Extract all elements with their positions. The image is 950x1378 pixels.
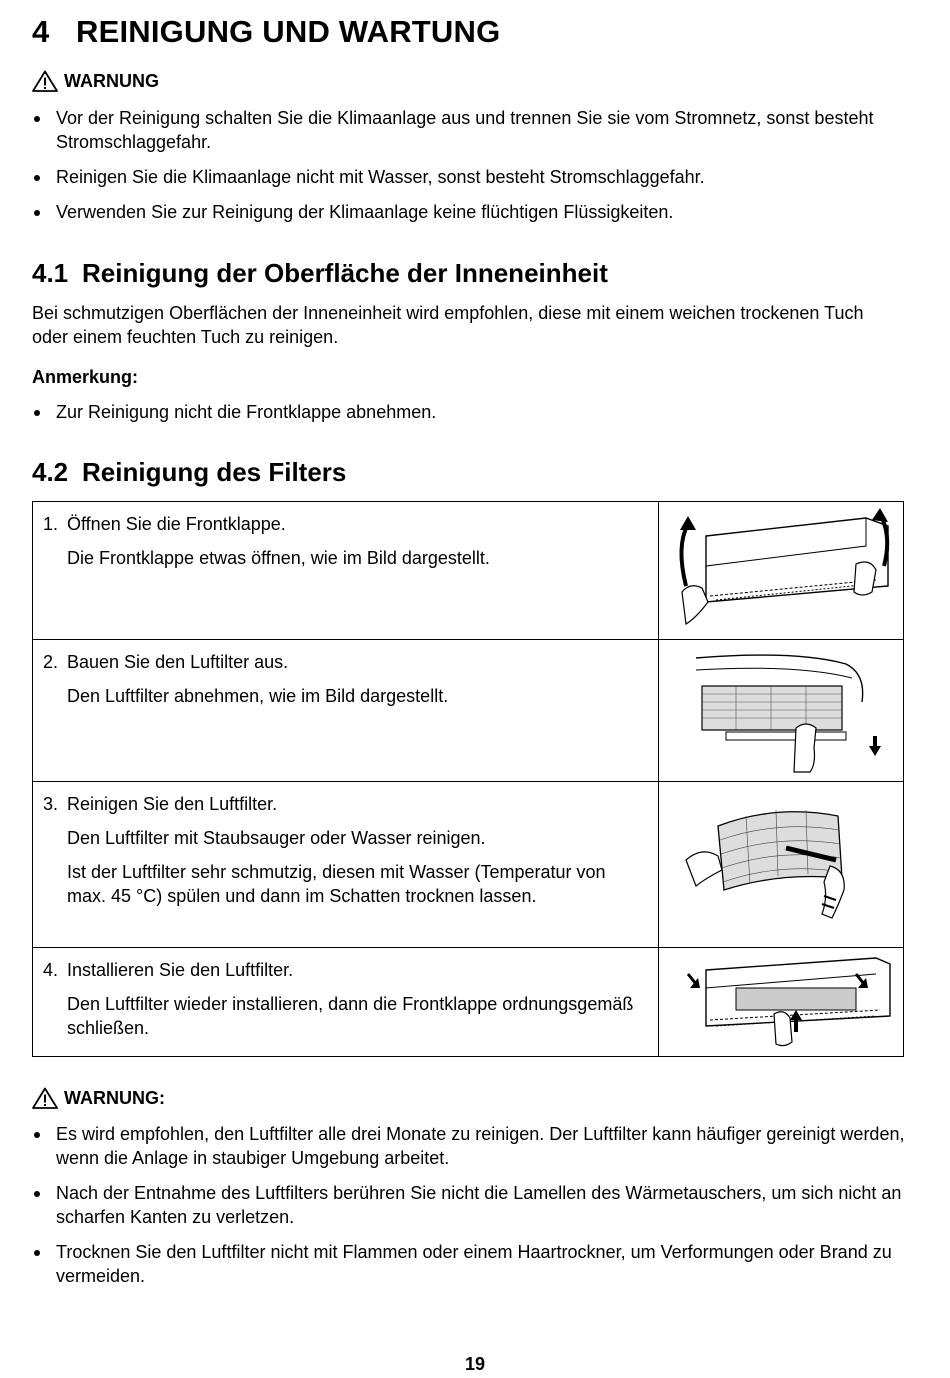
step-number: 4. — [43, 960, 59, 980]
step-description: Den Luftfilter wieder installieren, dann die Frontklappe ordnungsgemäß schließen. — [67, 994, 634, 1038]
install-filter-illustration — [666, 952, 896, 1052]
note-label: Anmerkung: — [32, 367, 139, 387]
filter-steps-table — [32, 501, 904, 1057]
remove-filter-illustration — [666, 644, 896, 776]
warning-label: WARNUNG: — [64, 1087, 165, 1108]
step-title — [43, 792, 648, 816]
step-title — [43, 958, 648, 982]
section-title: REINIGUNG UND WARTUNG — [76, 14, 501, 49]
step-image-cell — [658, 782, 903, 948]
step-text-cell — [33, 948, 659, 1057]
step-image-cell — [658, 948, 903, 1057]
step-description: Den Luftfilter mit Staubsauger oder Wasser reinigen. — [67, 828, 486, 848]
warning-heading — [32, 1087, 165, 1109]
warning-label: WARNUNG — [64, 70, 159, 91]
step-image-cell — [658, 502, 903, 640]
step-title-text: Öffnen Sie die Frontklappe. — [67, 514, 286, 534]
table-row — [33, 948, 904, 1057]
warning-triangle-icon — [32, 70, 58, 92]
step-text-cell — [33, 640, 659, 782]
clean-filter-illustration — [666, 786, 896, 936]
step-text-cell — [33, 502, 659, 640]
list-item: Zur Reinigung nicht die Frontklappe abnehmen. — [32, 400, 917, 424]
subsection-heading-4-1 — [32, 258, 608, 289]
subsection-title: Reinigung der Oberfläche der Inneneinheit — [82, 258, 608, 288]
step-number: 1. — [43, 514, 59, 534]
step-title — [43, 650, 648, 674]
table-row — [33, 782, 904, 948]
list-item: Vor der Reinigung schalten Sie die Klimaanlage aus und trennen Sie sie vom Stromnetz, sonst besteht Stromschlaggefahr. — [32, 106, 917, 154]
warning-list — [32, 1122, 917, 1299]
step-text-cell — [33, 782, 659, 948]
section-heading — [32, 14, 500, 50]
warning-heading — [32, 70, 159, 92]
step-description: Die Frontklappe etwas öffnen, wie im Bild dargestellt. — [67, 548, 490, 568]
surface-paragraph: Bei schmutzigen Oberflächen der Inneneinheit wird empfohlen, diese mit einem weichen trockenen Tuch oder einem feuchten Tuch zu reinigen. — [32, 303, 864, 347]
section-number: 4 — [32, 14, 50, 49]
warning-triangle-icon — [32, 1087, 58, 1109]
page-number: 19 — [464, 1354, 486, 1374]
subsection-heading-4-2 — [32, 457, 346, 488]
step-description: Ist der Luftfilter sehr schmutzig, diesen mit Wasser (Temperatur von max. 45 °C) spülen und dann im Schatten trocknen lassen. — [67, 862, 606, 906]
list-item: Trocknen Sie den Luftfilter nicht mit Flammen oder einem Haartrockner, um Verformungen oder Brand zu vermeiden. — [32, 1240, 917, 1288]
list-item: Es wird empfohlen, den Luftfilter alle drei Monate zu reinigen. Der Luftfilter kann häufiger gereinigt werden, wenn die Anlage in staubiger Umgebung arbeitet. — [32, 1122, 917, 1170]
step-title — [43, 512, 648, 536]
step-title-text: Reinigen Sie den Luftfilter. — [67, 794, 278, 814]
step-number: 3. — [43, 794, 59, 814]
list-item: Reinigen Sie die Klimaanlage nicht mit Wasser, sonst besteht Stromschlaggefahr. — [32, 165, 917, 189]
step-image-cell — [658, 640, 903, 782]
table-row — [33, 640, 904, 782]
step-title-text: Bauen Sie den Luftilter aus. — [67, 652, 289, 672]
warning-list — [32, 106, 917, 235]
step-number: 2. — [43, 652, 59, 672]
step-title-text: Installieren Sie den Luftfilter. — [67, 960, 294, 980]
note-list — [32, 400, 917, 435]
table-row — [33, 502, 904, 640]
subsection-number: 4.1 — [32, 258, 69, 288]
subsection-number: 4.2 — [32, 457, 69, 487]
list-item: Nach der Entnahme des Luftfilters berühren Sie nicht die Lamellen des Wärmetauschers, um sich nicht an scharfen Kanten zu verletzen. — [32, 1181, 917, 1229]
step-description: Den Luftfilter abnehmen, wie im Bild dargestellt. — [67, 686, 449, 706]
list-item: Verwenden Sie zur Reinigung der Klimaanlage keine flüchtigen Flüssigkeiten. — [32, 200, 917, 224]
subsection-title: Reinigung des Filters — [82, 457, 347, 487]
open-front-panel-illustration — [666, 506, 896, 634]
